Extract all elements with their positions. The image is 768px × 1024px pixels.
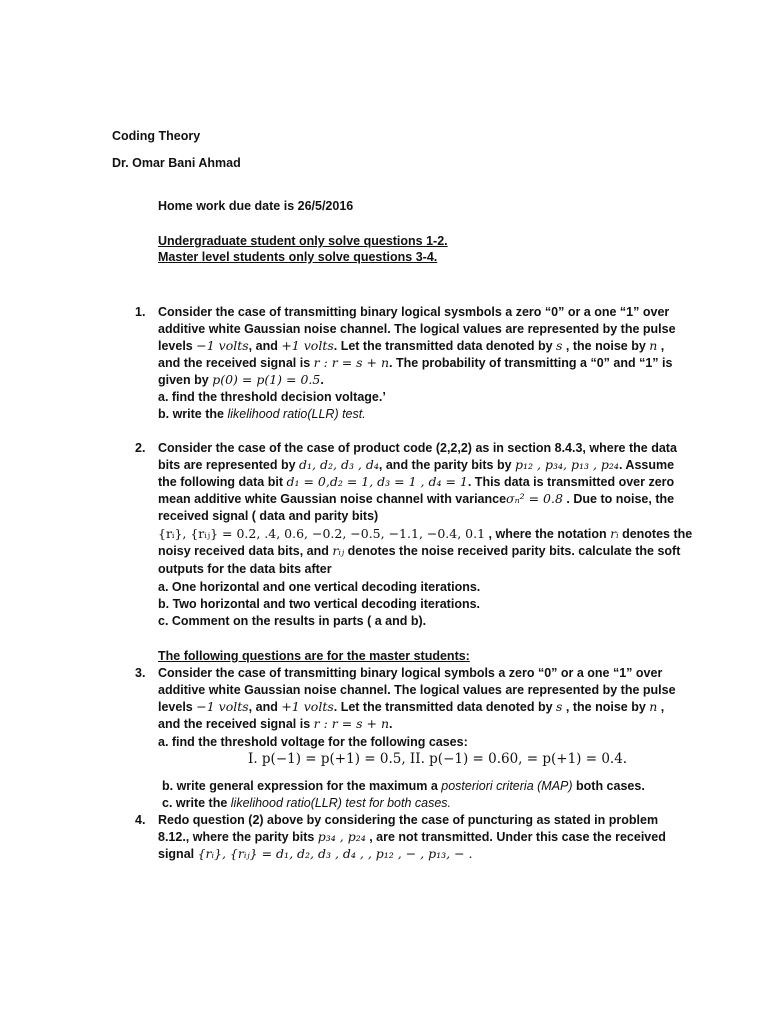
q1-line-1: Consider the case of transmitting binary logical sysmbols a zero “0” or a one “1” over	[158, 305, 670, 319]
q2-line-8: outputs for the data bits after	[158, 562, 332, 576]
math-expression: n	[649, 338, 658, 353]
q3-line-4: and the received signal is r : r = s + n.	[158, 716, 393, 731]
math-expression: r : r = s + n	[313, 716, 390, 731]
math-expression: n	[649, 699, 658, 714]
q3-line-2: additive white Gaussian noise channel. The logical values are represented by the pulse	[158, 683, 676, 697]
question-number: 4.	[135, 813, 146, 827]
q4-line-2: 8.12., where the parity bits p₃₄ , p₂₄ , are not transmitted. Under this case the received	[158, 829, 666, 844]
math-expression: +1 volts	[281, 699, 334, 714]
undergrad-instruction: Undergraduate student only solve questions 1-2.	[158, 234, 448, 248]
math-expression: −1 volts	[196, 699, 249, 714]
math-expression: d₁ = 0,d₂ = 1, d₃ = 1 , d₄ = 1	[286, 474, 468, 489]
math-expression: rᵢ	[610, 526, 619, 541]
question-number: 3.	[135, 666, 146, 680]
math-expression: +1 volts	[281, 338, 334, 353]
course-title: Coding Theory	[112, 129, 201, 143]
math-expression: p(0) = p(1) = 0.5	[212, 372, 321, 387]
q2-line-3: the following data bit d₁ = 0,d₂ = 1, d₃ = 1 , d₄ = 1. This data is transmitted over zero	[158, 474, 675, 489]
q3-part-b: b. write general expression for the maximum a posteriori criteria (MAP) both cases.	[162, 779, 645, 793]
math-expression: rᵢⱼ	[332, 543, 345, 558]
math-expression: −1 volts	[196, 338, 249, 353]
q3-part-a: a. find the threshold voltage for the following cases:	[158, 735, 468, 749]
q1-line-4: and the received signal is r : r = s + n. The probability of transmitting a “0” and “1” is	[158, 355, 673, 370]
q2-part-c: c. Comment on the results in parts ( a and b).	[158, 614, 427, 628]
math-expression: {rᵢ}, {rᵢⱼ} = 0.2, .4, 0.6, −0.2, −0.5, −1.1, −0.4, 0.1	[158, 526, 486, 541]
q1-part-a: a. find the threshold decision voltage.’	[158, 390, 386, 404]
q2-line-2: bits are represented by d₁, d₂, d₃ , d₄, and the parity bits by p₁₂ , p₃₄, p₁₃ , p₂₄. Assume	[158, 457, 675, 472]
master-instruction: Master level students only solve questions 3-4.	[158, 250, 438, 264]
question-number: 1.	[135, 305, 146, 319]
q1-line-5: given by p(0) = p(1) = 0.5.	[158, 372, 324, 387]
math-expression: r : r = s + n	[313, 355, 390, 370]
due-date: Home work due date is 26/5/2016	[158, 199, 354, 213]
q2-line-4: mean additive white Gaussian noise channel with varianceσₙ² = 0.8 . Due to noise, the	[158, 491, 675, 506]
q3-cases	[248, 751, 627, 767]
q1-part-b: b. write the likelihood ratio(LLR) test.	[158, 407, 366, 421]
q3-line-3: levels −1 volts, and +1 volts. Let the transmitted data denoted by s , the noise by n ,	[158, 699, 665, 714]
math-expression: p₃₄ , p₂₄	[317, 829, 366, 844]
question-number: 2.	[135, 441, 146, 455]
q3-line-1: Consider the case of transmitting binary logical symbols a zero “0” or a one “1” over	[158, 666, 663, 680]
master-section-heading: The following questions are for the master students:	[158, 649, 470, 663]
q1-line-2: additive white Gaussian noise channel. The logical values are represented by the pulse	[158, 322, 676, 336]
math-expression: I. p(−1) = p(+1) = 0.5, II. p(−1) = 0.60, = p(+1) = 0.4.	[248, 751, 628, 767]
q2-line-5: received signal ( data and parity bits)	[158, 509, 379, 523]
q4-line-1: Redo question (2) above by considering the case of puncturing as stated in problem	[158, 813, 659, 827]
q2-line-1: Consider the case of the case of product code (2,2,2) as in section 8.4.3, where the data	[158, 441, 677, 455]
math-expression: σₙ² = 0.8	[506, 491, 563, 506]
math-expression: s	[556, 699, 563, 714]
math-expression: d₁, d₂, d₃ , d₄	[299, 457, 379, 472]
q3-part-c: c. write the likelihood ratio(LLR) test for both cases.	[162, 796, 452, 810]
q4-line-3: signal {rᵢ}, {rᵢⱼ} = d₁, d₂, d₃ , d₄ , , p₁₂ , − , p₁₃, − .	[158, 846, 473, 861]
q2-part-b: b. Two horizontal and two vertical decoding iterations.	[158, 597, 481, 611]
q2-line-6: {rᵢ}, {rᵢⱼ} = 0.2, .4, 0.6, −0.2, −0.5, −1.1, −0.4, 0.1 , where the notation rᵢ denotes the	[158, 526, 693, 541]
math-expression: p₁₂ , p₃₄, p₁₃ , p₂₄	[515, 457, 619, 472]
math-expression: {rᵢ}, {rᵢⱼ} = d₁, d₂, d₃ , d₄ , , p₁₂ , − , p₁₃, − .	[197, 846, 473, 861]
q2-line-7: noisy received data bits, and rᵢⱼ denotes the noise received parity bits. calculate the soft	[158, 543, 681, 558]
q1-line-3: levels −1 volts, and +1 volts. Let the transmitted data denoted by s , the noise by n ,	[158, 338, 665, 353]
instructor-name: Dr. Omar Bani Ahmad	[112, 156, 241, 170]
q2-part-a: a. One horizontal and one vertical decoding iterations.	[158, 580, 481, 594]
math-expression: s	[556, 338, 563, 353]
